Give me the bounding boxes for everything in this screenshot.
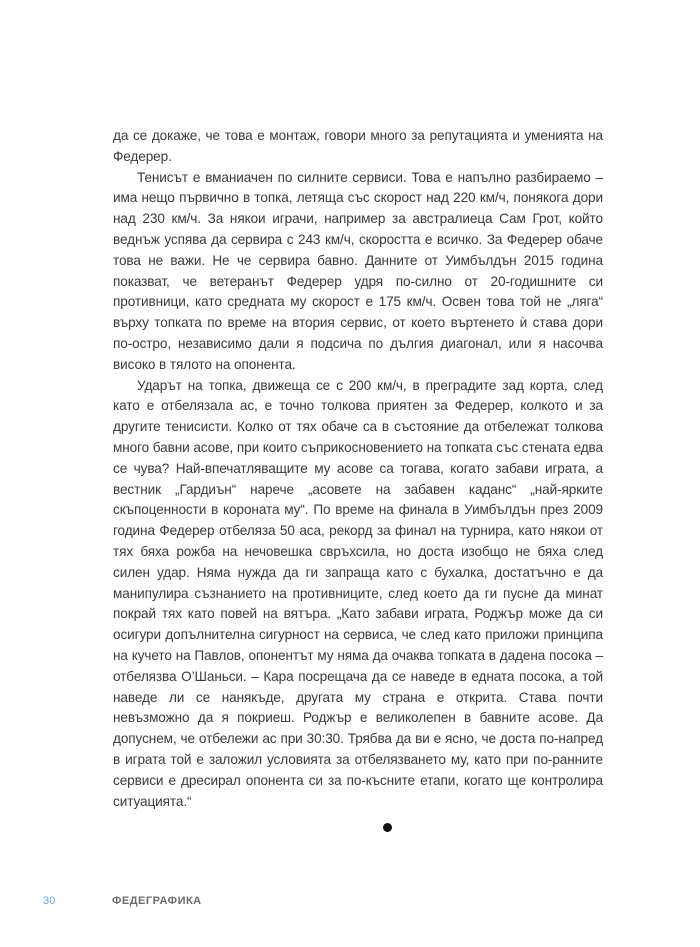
- page-number: 30: [43, 895, 56, 907]
- paragraph-continuation: да се докаже, че това е монтаж, говори много за репутацията и уменията на Федерер.: [113, 128, 603, 164]
- paragraph-serve-speed: Тенисът е вманиачен по силните сервиси. Това е напълно разбираемо – има нещо първично в топка, летяща със скорост над 220 км/ч, понякога дори над 230 км/ч. За някои играчи, например за австралиеца Сам Грот, който веднъж успява да сервира с 243 км/ч, скоростта е всичко. За Федерер обаче това не важи. Не че сервира бавно. Данните от Уимбълдън 2015 година показват, че ветеранът Федерер удря по-силно от 20-годишните си противници, като средната му скорост е 175 км/ч. Освен това той не „ляга“ върху топката по време на втория сервис, от което въртенето ѝ става дори по-остро, независимо дали я подсича по дългия диагонал, или я насочва високо в тялото на опонента.: [113, 169, 603, 372]
- running-title: ФЕДЕГРАФИКА: [112, 895, 202, 907]
- body-text: [113, 126, 603, 812]
- paragraph-slow-aces: Ударът на топка, движеща се с 200 км/ч, в преградите зад корта, след като е отбелязала ас, е точно толкова приятен за Федерер, колкото и за другите тенисисти. Колко от тях обаче са в състояние да отбележат толкова много бавни асове, при които съприкосновението на топката със стената едва се чува? Най-впечатляващите му асове са тогава, когато забави играта, а вестник „Гардиън“ нарече „асовете на забавен каданс“ „най-ярките скъпоценности в короната му“. По време на финала в Уимбълдън през 2009 година Федерер отбеляза 50 аса, рекорд за финал на турнира, като някои от тях бяха рожба на нечовешка свръхсила, но доста изобщо не бяха след силен удар. Няма нужда да ги запраща като с бухалка, достатъчно е да манипулира съзнанието на противниците, след което да ги пусне да минат покрай тях като повей на вятъра. „Като забави играта, Роджър може да си осигури допълнителна сигурност на сервиса, че след като приложи принципа на кучето на Павлов, опонентът му няма да очаква топката в дадена посока – отбелязва О’Шаньси. – Кара посрещача да се наведе в едната посока, а той наведе ли се нанякъде, другата му страна е открита. Става почти невъзможно да я покриеш. Роджър е великолепен в бавните асове. Да допуснем, че отбележи ас при 30:30. Трябва да ви е ясно, че доста по-напред в играта той е заложил условията за отбелязването му, като при по-ранните сервиси е дресирал опонента си за по-късните етапи, когато ще контролира ситуацията.“: [113, 377, 603, 809]
- section-end-dot-icon: [383, 823, 392, 832]
